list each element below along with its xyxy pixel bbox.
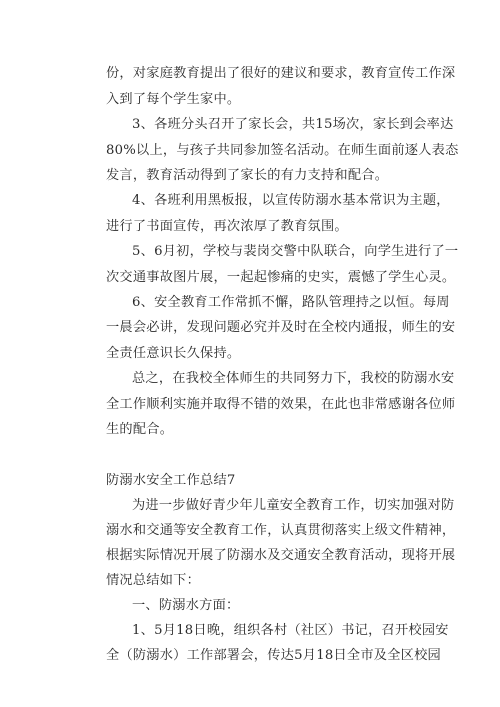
paragraph-5-line-1: 6、安全教育工作常抓不懈，路队管理持之以恒。每周 <box>132 295 450 310</box>
section-paragraph-1-line-1: 为进一步做好青少年儿童安全教育工作，切实加强对防 <box>132 498 455 513</box>
paragraph-3-line-1: 4、各班利用黑板报，以宣传防溺水基本常识为主题， <box>132 193 450 208</box>
paragraph-6-line-3: 生的配合。 <box>106 422 174 437</box>
section-paragraph-1-line-2: 溺水和交通等安全教育工作，认真贯彻落实上级文件精神， <box>106 523 456 538</box>
paragraph-5-line-3: 全责任意识长久保持。 <box>106 346 241 361</box>
paragraph-3-line-2: 进行了书面宣传，再次浓厚了教育氛围。 <box>106 219 348 234</box>
paragraph-1-line-2: 入到了每个学生家中。 <box>106 92 241 107</box>
section-title: 防溺水安全工作总结7 <box>106 473 236 488</box>
paragraph-2-line-3: 发言，教育活动得到了家长的有力支持和配合。 <box>106 168 389 183</box>
paragraph-6-line-1: 总之，在我校全体师生的共同努力下，我校的防溺水安 <box>132 371 455 386</box>
section-paragraph-3-line-1: 1、5月18日晚，组织各村（社区）书记，召开校园安 <box>132 623 449 638</box>
paragraph-2-line-1: 3、各班分头召开了家长会，共15场次，家长到会率达 <box>132 117 454 132</box>
paragraph-4-line-2: 次交通事故图片展，一起起惨痛的史实，震憾了学生心灵。 <box>106 270 456 285</box>
paragraph-6-line-2: 全工作顺利实施并取得不错的效果，在此也非常感谢各位师 <box>106 397 456 412</box>
section-paragraph-1-line-3: 根据实际情况开展了防溺水及交通安全教育活动，现将开展 <box>106 548 456 563</box>
section-paragraph-2-line-1: 一、防溺水方面： <box>132 598 240 613</box>
paragraph-1-line-1: 份，对家庭教育提出了很好的建议和要求，教育宣传工作深 <box>106 66 456 81</box>
section-paragraph-1-line-4: 情况总结如下： <box>106 573 201 588</box>
paragraph-4-line-1: 5、6月初，学校与裴岗交警中队联合，向学生进行了一 <box>132 244 459 259</box>
paragraph-2-line-2: 80%以上，与孩子共同参加签名活动。在师生面前逐人表态 <box>106 143 459 158</box>
section-paragraph-3-line-2: 全（防溺水）工作部署会，传达5月18日全市及全区校园 <box>106 648 441 663</box>
paragraph-5-line-2: 一晨会必讲，发现问题必究并及时在全校内通报，师生的安 <box>106 320 456 335</box>
